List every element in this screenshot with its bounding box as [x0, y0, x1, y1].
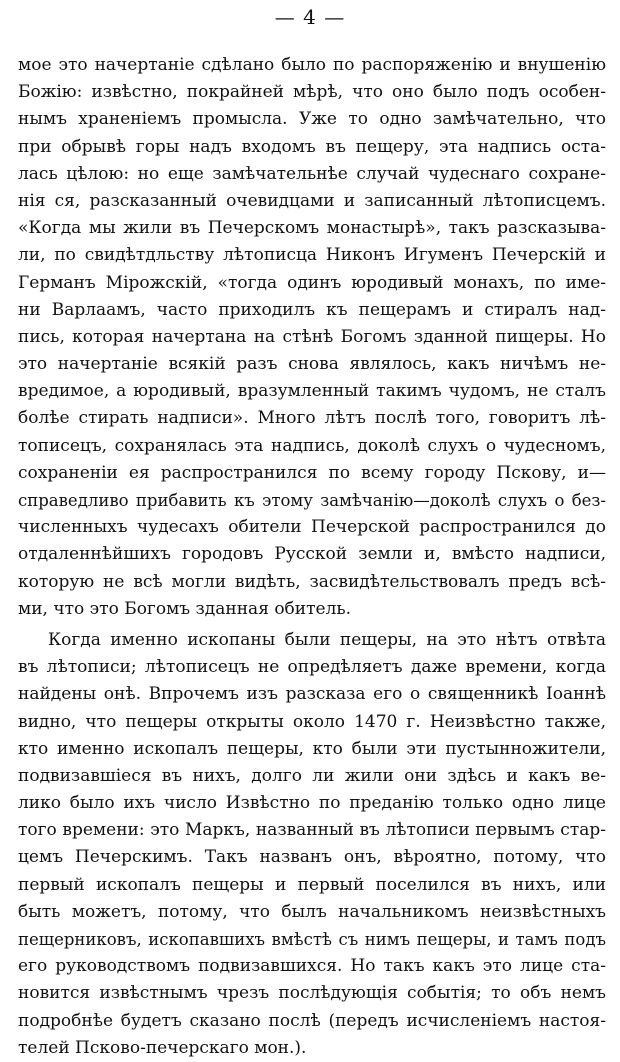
text-line: кто именно ископалъ пещеры, кто были эти пустынножители, — [18, 738, 606, 759]
text-line: того времени: это Маркъ, названный въ лѣтописи первымъ стар- — [18, 820, 606, 841]
text-line: это начертаніе всякій разъ снова являлось, какъ ничѣмъ не- — [18, 354, 606, 375]
paragraph-2 — [18, 627, 606, 1062]
text-line: тописецъ, сохранялась эта надпись, доколѣ слухъ о чудесномъ, — [18, 435, 606, 456]
text-line: мое это начертаніе сдѣлано было по распоряженію и внушенію — [18, 55, 606, 75]
text-line: ли, по свидѣтдльству лѣтописца Никонъ Игуменъ Печерскій и — [18, 245, 606, 266]
text-line: Божію: извѣстно, покрайней мѣрѣ, что оно было подъ особен- — [18, 82, 606, 103]
text-line: подвизавшіеся въ нихъ, долго ли жили они здѣсь и какъ ве- — [18, 765, 606, 786]
text-line: нымъ храненіемъ промысла. Уже то одно замѣчательно, что — [18, 109, 606, 130]
text-line: пись, которая начертана на стѣнѣ Богомъ зданной пищеры. Но — [18, 326, 606, 347]
text-line: лась цѣлою: но еще замѣчательнѣе случай чудеснаго сохране- — [18, 163, 606, 184]
text-line: Когда именно ископаны были пещеры, на это нѣтъ отвѣта — [48, 629, 606, 650]
text-line: въ лѣтописи; лѣтописецъ не опредѣляетъ даже времени, когда — [18, 657, 606, 678]
text-line: его руководствомъ подвизавшихся. Но такъ какъ это лице ста- — [18, 956, 606, 977]
text-line: ни Варлаамъ, часто приходилъ къ пещерамъ и стиралъ над- — [18, 299, 606, 320]
text-line: новится извѣстнымъ чрезъ послѣдующія событія; то объ немъ — [18, 983, 606, 1004]
text-line: найдены онѣ. Впрочемъ изъ разсказа его о священникѣ Іоаннѣ — [18, 684, 606, 705]
text-line: отдаленнѣйшихъ городовъ Русской земли и, вмѣсто надписи, — [18, 544, 606, 565]
body-text — [18, 52, 606, 1062]
text-line: Германъ Мірожскій, «тогда одинъ юродивый монахъ, по име- — [18, 272, 606, 293]
text-line: численныхъ чудесахъ обители Печерской распространился до — [18, 517, 606, 538]
text-line: цемъ Печерскимъ. Такъ названъ онъ, вѣроятно, потому, что — [18, 847, 606, 868]
paragraph-1 — [18, 52, 606, 623]
text-line: которую не всѣ могли видѣть, засвидѣтельствовалъ предъ всѣ- — [18, 571, 606, 592]
text-line: подробнѣе будетъ сказано послѣ (передъ исчисленіемъ настоя- — [18, 1010, 606, 1031]
text-line: пещерниковъ, ископавшихъ вмѣстѣ съ нимъ пещеры, и тамъ подъ — [18, 930, 606, 949]
text-line: ми, что это Богомъ зданная обитель. — [18, 598, 352, 619]
text-line: лико было ихъ число Извѣстно по преданію только одно лице — [18, 793, 606, 814]
text-line: быть можетъ, потому, что былъ начальникомъ неизвѣстныхъ — [18, 901, 606, 922]
text-line: «Когда мы жили въ Печерскомъ монастырѣ», такъ разсказыва- — [18, 218, 606, 239]
text-line: первый ископалъ пещеры и первый поселился въ нихъ, или — [18, 874, 606, 895]
text-line: телей Псково-печерскаго мон.). — [18, 1037, 307, 1058]
text-line: болѣе стирать надписи». Много лѣтъ послѣ того, говоритъ лѣ- — [18, 408, 606, 429]
text-line: при обрывѣ горы надъ входомъ въ пещеру, эта надпись оста- — [18, 136, 606, 157]
text-line: справедливо прибавить къ этому замѣчанію—доколѣ слухъ о без- — [18, 491, 606, 510]
page-number: — 4 — — [274, 5, 346, 29]
text-line: видно, что пещеры открыты около 1470 г. Неизвѣстно также, — [18, 711, 606, 732]
text-line: нія ся, разсказанный очевидцами и записанный лѣтописцемъ. — [18, 190, 606, 211]
text-line: сохраненіи ея распространился по всему городу Пскову, и— — [18, 462, 606, 483]
text-line: вредимое, а юродивый, вразумленный такимъ чудомъ, не сталъ — [18, 381, 606, 402]
